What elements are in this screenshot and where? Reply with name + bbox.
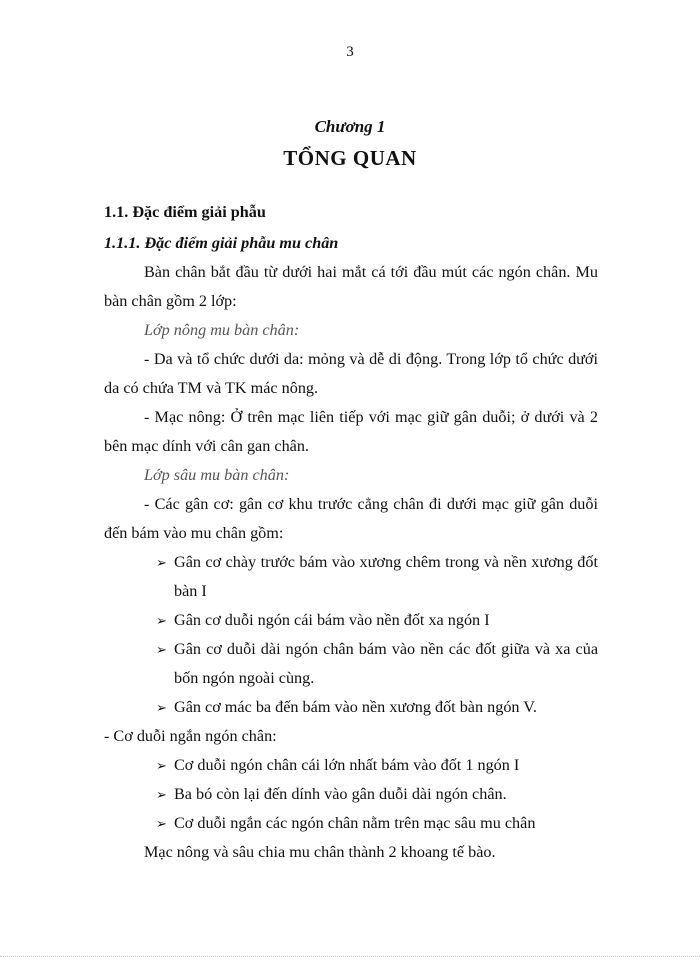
list-item-text: Gân cơ duỗi ngón cái bám vào nền đốt xa ngón I — [174, 611, 490, 629]
list-item-text: Gân cơ duỗi dài ngón chân bám vào nền các đốt giữa và xa của bốn ngón ngoài cùng. — [174, 640, 598, 687]
list-item — [104, 809, 598, 838]
list-item — [104, 780, 598, 809]
list-item-text: Cơ duỗi ngón chân cái lớn nhất bám vào đốt 1 ngón I — [174, 756, 520, 774]
superficial-item-skin: - Da và tổ chức dưới da: mỏng và dễ di động. Trong lớp tổ chức dưới da có chứa TM và TK mác nông. — [104, 350, 598, 397]
chapter-label: Chương 1 — [314, 117, 386, 136]
short-extensor-list — [104, 751, 598, 838]
tendons-intro: - Các gân cơ: gân cơ khu trước cẳng chân đi dưới mạc giữ gân duỗi đến bám vào mu chân gồm: — [104, 495, 598, 542]
subsection-heading: 1.1.1. Đặc điểm giải phẫu mu chân — [104, 234, 339, 252]
deep-layer-label: Lớp sâu mu bàn chân: — [144, 466, 290, 484]
list-item — [104, 635, 598, 693]
list-item-text: Cơ duỗi ngắn các ngón chân nằm trên mạc sâu mu chân — [174, 814, 536, 832]
arrow-bullet-icon: ➢ — [156, 787, 167, 802]
chapter-title: TỔNG QUAN — [283, 146, 417, 170]
superficial-layer-label: Lớp nông mu bàn chân: — [144, 321, 300, 339]
page-bottom-divider — [0, 956, 700, 957]
list-item-text: Gân cơ chày trước bám vào xương chêm trong và nền xương đốt bàn I — [174, 553, 598, 600]
closing-paragraph: Mạc nông và sâu chia mu chân thành 2 khoang tế bào. — [144, 843, 496, 861]
intro-paragraph: Bàn chân bắt đầu từ dưới hai mắt cá tới đầu mút các ngón chân. Mu bàn chân gồm 2 lớp: — [104, 263, 598, 310]
tendon-list — [104, 548, 598, 722]
arrow-bullet-icon: ➢ — [156, 613, 167, 628]
list-item — [104, 606, 598, 635]
page-content — [104, 198, 598, 867]
section-heading: 1.1. Đặc điểm giải phẫu — [104, 203, 266, 221]
superficial-item-fascia: - Mạc nông: Ở trên mạc liên tiếp với mạc giữ gân duỗi; ở dưới và 2 bên mạc dính với cân gan chân. — [104, 408, 598, 455]
arrow-bullet-icon: ➢ — [156, 816, 167, 831]
arrow-bullet-icon: ➢ — [156, 758, 167, 773]
short-extensor-intro: - Cơ duỗi ngắn ngón chân: — [104, 727, 277, 745]
list-item — [104, 751, 598, 780]
list-item-text: Ba bó còn lại đến dính vào gân duỗi dài ngón chân. — [174, 785, 507, 803]
page-number: 3 — [346, 44, 354, 60]
arrow-bullet-icon: ➢ — [156, 700, 167, 715]
list-item — [104, 548, 598, 606]
list-item — [104, 693, 598, 722]
list-item-text: Gân cơ mác ba đến bám vào nền xương đốt bàn ngón V. — [174, 698, 537, 716]
arrow-bullet-icon: ➢ — [156, 642, 167, 657]
arrow-bullet-icon: ➢ — [156, 555, 167, 570]
